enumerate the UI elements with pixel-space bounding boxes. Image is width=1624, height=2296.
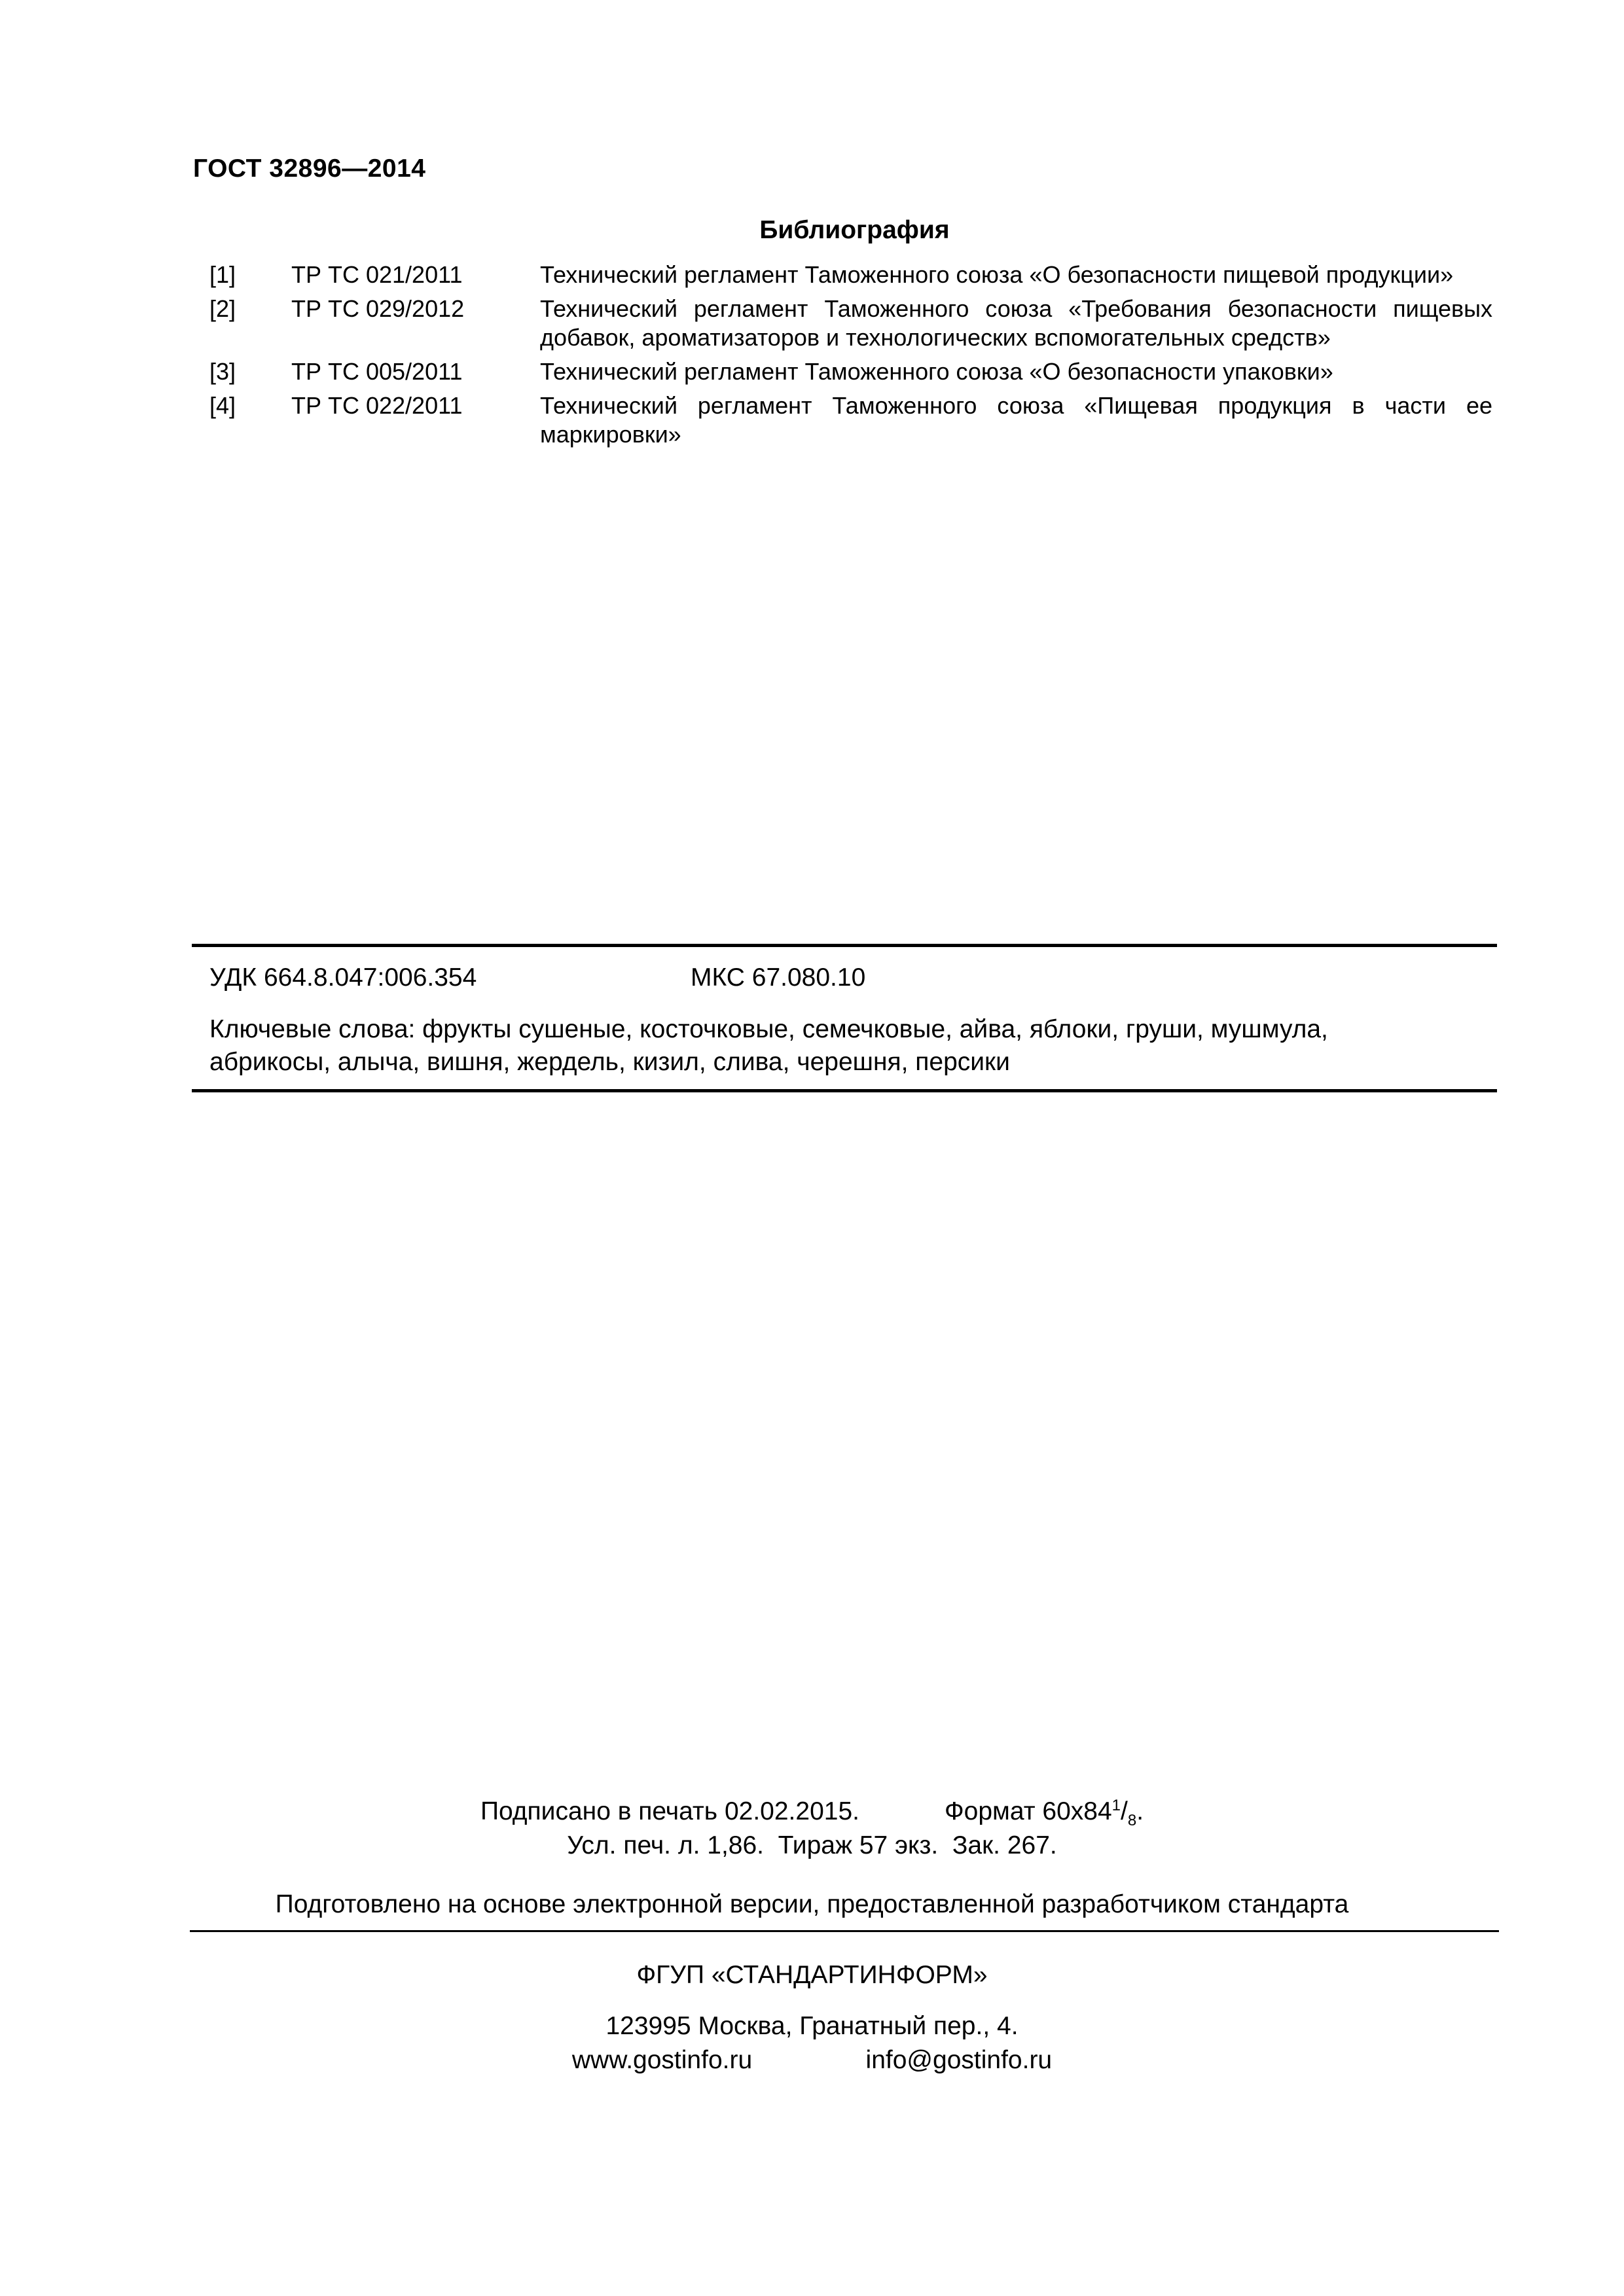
bibliography-entry-text: Технический регламент Таможенного союза «О безопасности упаковки»	[540, 358, 1333, 385]
publisher-name: ФГУП «СТАНДАРТИНФОРМ»	[636, 1961, 988, 1989]
mks-code: МКС 67.080.10	[691, 963, 866, 992]
bibliography-entry-code: ТР ТС 022/2011	[291, 392, 463, 419]
email-link[interactable]: info@gostinfo.ru	[865, 2046, 1053, 2074]
bibliography-entry-number: [2]	[209, 295, 236, 322]
bibliography-entry-code: ТР ТС 021/2011	[291, 261, 463, 288]
print-info: Усл. печ. л. 1,86. Тираж 57 экз. Зак. 267.	[567, 1831, 1057, 1859]
bibliography-entry-code: ТР ТС 005/2011	[291, 358, 463, 385]
bibliography-entry-text: Технический регламент Таможенного союза «О безопасности пищевой продукции»	[540, 261, 1454, 288]
website-link[interactable]: www.gostinfo.ru	[571, 2046, 753, 2074]
prepared-note: Подготовлено на основе электронной версии, предоставленной разработчиком стандарта	[275, 1890, 1349, 1918]
publisher-contacts	[0, 2009, 1624, 2077]
bibliography-entry-number: [3]	[209, 358, 236, 385]
udk-code: УДК 664.8.047:006.354	[209, 963, 477, 992]
bibliography-list	[209, 260, 1492, 454]
signed-for-print: Подписано в печать 02.02.2015.	[480, 1797, 859, 1825]
bibliography-entry	[209, 295, 1492, 352]
imprint-print-details	[0, 1795, 1624, 1863]
publisher-rule	[190, 1930, 1499, 1932]
publisher-address: 123995 Москва, Гранатный пер., 4.	[605, 2012, 1019, 2040]
classification-top-rule	[192, 944, 1497, 947]
print-format: Формат $60x84^1/_8$.	[945, 1797, 1144, 1829]
bibliography-entry-text: Технический регламент Таможенного союза «Пищевая продукция в части ее маркировки»	[540, 392, 1492, 448]
bibliography-entry-number: [4]	[209, 392, 236, 419]
bibliography-title: Библиография	[759, 216, 950, 244]
keywords: Ключевые слова: фрукты сушеные, косточковые, семечковые, айва, яблоки, груши, мушмула, абрикосы, алыча, вишня, жердель, кизил, слива, черешня, персики	[209, 1015, 1328, 1076]
bibliography-entry-number: [1]	[209, 261, 236, 288]
bibliography-entry-code: ТР ТС 029/2012	[291, 295, 465, 322]
bibliography-entry	[209, 357, 1492, 386]
document-code-header: ГОСТ 32896—2014	[193, 154, 426, 183]
bibliography-entry	[209, 260, 1492, 289]
classification-block	[209, 962, 1492, 1079]
classification-bottom-rule	[192, 1089, 1497, 1092]
bibliography-entry-text: Технический регламент Таможенного союза «Требования безопасности пищевых добавок, ароматизаторов и технологических вспомогательных средств»	[540, 295, 1492, 351]
bibliography-entry	[209, 391, 1492, 449]
